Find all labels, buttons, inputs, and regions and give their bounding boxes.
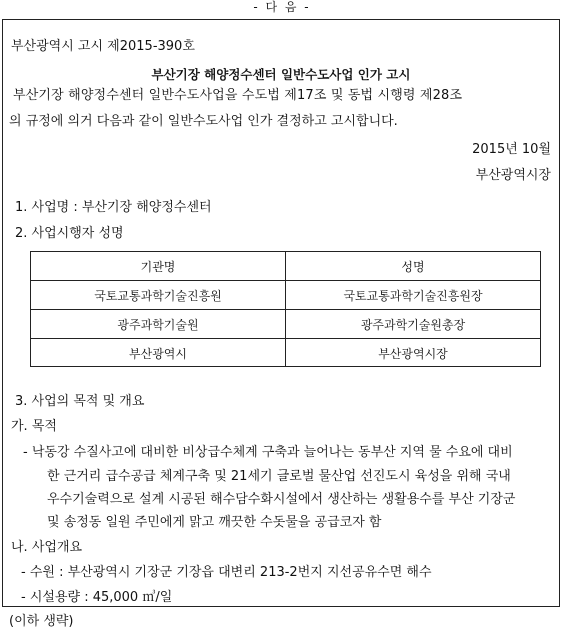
table-header-cell: 기관명 — [31, 252, 286, 280]
purpose-line: 및 송정동 일원 주민에게 맑고 깨끗한 수돗물을 공급코자 함 — [47, 515, 382, 530]
notice-body-line: 의 규정에 의거 다음과 같이 일반수도사업 인가 결정하고 고시합니다. — [9, 114, 398, 129]
purpose-subheading: 가. 목적 — [11, 419, 57, 434]
table-cell: 부산광역시 — [31, 339, 286, 367]
operator-item: 2. 사업시행자 성명 — [15, 226, 124, 241]
overview-subheading: 나. 사업개요 — [11, 540, 83, 555]
table-row — [31, 310, 540, 339]
purpose-line: 우수기술력으로 설계 시공된 해수담수화시설에서 생산하는 생활용수를 부산 기장군 — [47, 492, 516, 507]
table-header-row — [31, 252, 540, 281]
capacity-line: - 시설용량 : 45,000 ㎥/일 — [21, 590, 173, 605]
notice-issuer: 부산광역시장 — [475, 168, 551, 183]
table-cell: 광주과학기술원 — [31, 310, 286, 338]
notice-body-line: 부산기장 해양정수센터 일반수도사업을 수도법 제17조 및 동법 시행령 제28조 — [13, 88, 463, 103]
purpose-overview-item: 3. 사업의 목적 및 개요 — [15, 394, 145, 409]
table-row — [31, 339, 540, 367]
table-cell: 국토교통과학기술진흥원장 — [343, 288, 483, 303]
notice-title: 부산기장 해양정수센터 일반수도사업 인가 고시 — [151, 67, 411, 82]
operator-table — [30, 251, 541, 367]
purpose-line: 한 근거리 급수공급 체계구축 및 21세기 글로벌 물산업 선진도시 육성을 위해 국내 — [47, 469, 511, 484]
purpose-line: - 낙동강 수질사고에 대비한 비상급수체계 구축과 늘어나는 동부산 지역 물 수요에 대비 — [23, 445, 513, 460]
notice-heading: - 다 음 - — [253, 0, 311, 14]
notice-number: 부산광역시 고시 제2015-390호 — [11, 39, 195, 54]
project-name-item: 1. 사업명 : 부산기장 해양정수센터 — [15, 200, 212, 215]
table-row — [31, 281, 540, 310]
notice-date: 2015년 10월 — [472, 142, 551, 157]
table-cell: 부산광역시장 — [378, 346, 448, 361]
table-header-cell: 성명 — [401, 259, 425, 274]
water-source-line: - 수원 : 부산광역시 기장군 기장읍 대변리 213-2번지 지선공유수면 해수 — [21, 565, 432, 580]
table-cell: 국토교통과학기술진흥원 — [31, 281, 286, 309]
omission-note: (이하 생략) — [9, 614, 74, 629]
table-cell: 광주과학기술원총장 — [360, 317, 466, 332]
notice-document — [2, 19, 560, 629]
